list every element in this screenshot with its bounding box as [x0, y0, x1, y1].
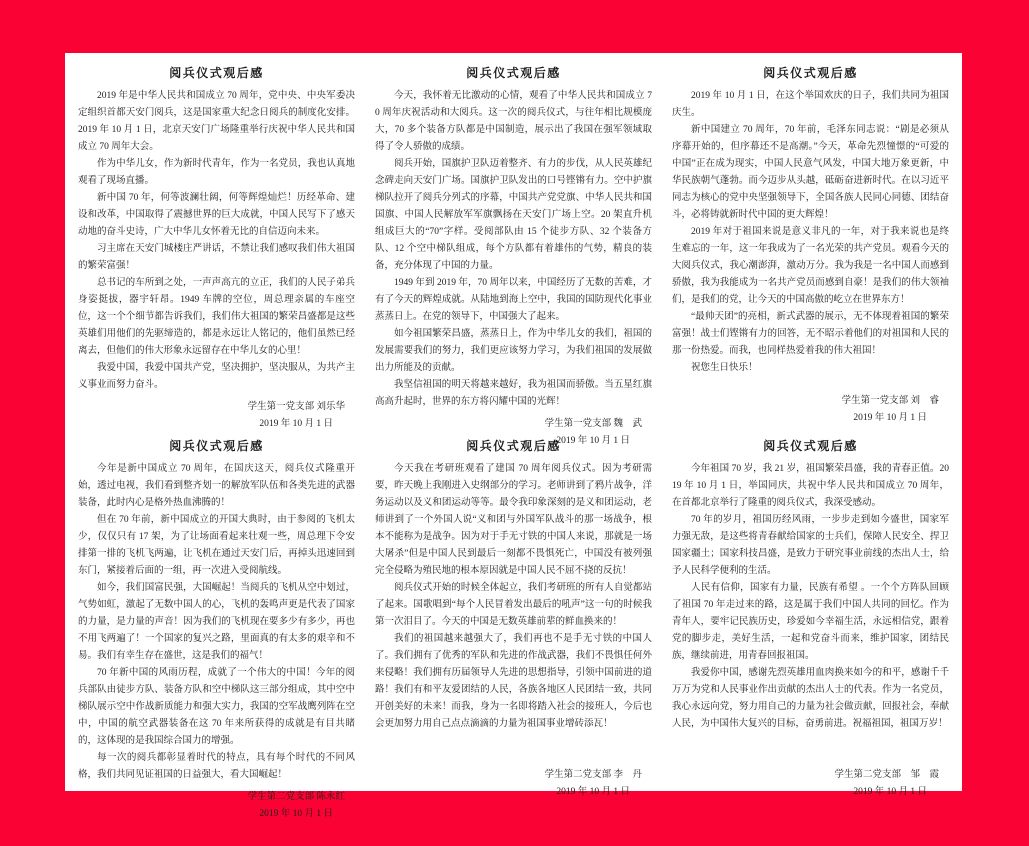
essay-paragraph: 习主席在天安门城楼庄严讲话，不禁让我们感叹我们伟大祖国的繁荣富强！: [78, 244, 355, 271]
essay-signature: 学生第一党支部 刘乐华: [247, 402, 345, 412]
essay-paragraph: 如今，我们国富民强，大国崛起！当阅兵的飞机从空中划过，气势如虹，激起了无数中国人的心，飞机的轰鸣声更是代表了国家的力量，是力量的声音！因为我们的飞机现在要多少有多少，再也不用飞两遍了！一个国家的复兴之路，里面真的有太多的艰辛和不易。我们有幸生存在盛世，这是我们的福气！: [78, 583, 355, 661]
paper-sheet: [65, 53, 962, 819]
essay-title: 阅兵仪式观后感: [763, 66, 858, 80]
essay-paragraph: 人民有信仰，国家有力量，民族有希望 。一个个方阵队回顾了祖国 70 年走过来的路，这是属于我们中国人共同的回忆。作为青年人，要牢记民族历史，珍爱如今幸福生活，永远相信党，跟着党的脚步走，美好生活，一起和党奋斗而来，维护国家，团结民族，继续前进，用青春回报祖国。: [672, 583, 949, 661]
essay-date: 2019 年 10 月 1 日: [556, 436, 630, 446]
essay-title: 阅兵仪式观后感: [763, 439, 858, 453]
essay-signature: 学生第一党支部 魏 武: [544, 419, 642, 429]
signature-block: [672, 393, 949, 427]
essay-paragraph: 我们的祖国越来越强大了，我们再也不是手无寸铁的中国人了。我们拥有了优秀的军队和先进的作战武器，我们不畏惧任何外来侵略！我们拥有历届领导人先进的思想指导，引领中国前进的道路！我们有和平友爱团结的人民，各族各地区人民团结一致，共同开创美好的未来！而我，身为一名即将踏入社会的接班人，今后也会更加努力用自己点点滴滴的力量为祖国事业增砖添瓦！: [375, 634, 652, 729]
essay-paragraph: 阅兵仪式开始的时候全体起立，我们考研班的所有人自觉都站了起来。国歌唱到“每个人民冒着发出最后的吼声”这一句的时候我第一次泪目了。今天的中国是无数英雄前辈的鲜血换来的！: [375, 583, 652, 627]
essay-block-5: [372, 431, 655, 823]
essay-paragraph: 我坚信祖国的明天将越来越好，我为祖国而骄傲。当五星红旗高高升起时，世界的东方将闪耀中国的光辉！: [375, 380, 652, 407]
essay-paragraph: 2019 年是中华人民共和国成立 70 周年，党中央、中央军委决定组织首都天安门阅兵，这是国家重大纪念日阅兵的制度化安排。2019 年 10 月 1 日，北京天安门广场隆重举行庆祝中华人民共和国成立 70 周年大会。: [78, 91, 355, 152]
essay-paragraph: 2019 年 10 月 1 日，在这个举国欢庆的日子，我们共同为祖国庆生。: [672, 91, 949, 118]
essay-date: 2019 年 10 月 1 日: [853, 413, 927, 423]
essay-paragraph: 70 年新中国的风雨历程，成就了一个伟大的中国！今年的阅兵部队由徒步方队、装备方队和空中梯队这三部分组成，其中空中梯队展示空中作战新质能力和强大实力，我国的空军战鹰列阵在空中，中国的航空武器装备在这 70 年来所获得的成就是有目共睹的，这体现的是我国综合国力的增强。: [78, 668, 355, 746]
essay-signature: 学生第二党支部 陈永红: [247, 792, 345, 802]
essay-body: [78, 88, 355, 394]
essay-date: 2019 年 10 月 1 日: [259, 809, 333, 819]
essay-paragraph: 今天我在考研班观看了建国 70 周年阅兵仪式。因为考研需要，昨天晚上我刚进入史纲部分的学习。老师讲到了鸦片战争，洋务运动以及义和团运动等等。最令我印象深刻的是义和团运动，老师讲到了一个外国人说“义和团与外国军队战斗的那一场战争，根本不能称为是战争。因为对于手无寸铁的中国人来说，那就是一场大屠杀”但是中国人民到最后一刻都不畏惧死亡，中国没有被列强完全侵略为殖民地的根本原因就是中国人民不屈不挠的反抗！: [375, 464, 652, 576]
essay-signature: 学生第二党支部 邹 霞: [834, 770, 939, 780]
essay-paragraph: 每一次的阅兵都彰显着时代的特点，具有每个时代的不同风格，我们共同见证祖国的日益强大，看大国崛起！: [78, 753, 355, 780]
essay-signature: 学生第二党支部 李 丹: [544, 770, 642, 780]
essay-body: [375, 88, 652, 411]
essay-grid: [75, 58, 952, 819]
essay-paragraph: 总书记的车所到之处，一声声高亢的立正，我们的人民子弟兵身姿挺拔，器宇轩昂。1949 车牌的空位，周总理亲属的车座空位，这一个个细节都告诉我们，我们伟大祖国的繁荣昌盛都是这些英雄们用他们的先驱缔造的，都是永远让人铭记的，他们虽然已经离去，但他们的伟大形象永远留存在中华儿女的心里！: [78, 278, 355, 356]
essay-title: 阅兵仪式观后感: [466, 66, 561, 80]
essay-paragraph: 今天，我怀着无比激动的心情，观看了中华人民共和国成立 70 周年庆祝活动和大阅兵。这一次的阅兵仪式，与往年相比规模庞大，70 多个装备方队都是中国制造，展示出了我国在强军领域取得了令人骄傲的成绩。: [375, 91, 652, 152]
essay-paragraph: 我爱中国，我爱中国共产党，坚决拥护，坚决服从，为共产主义事业而努力奋斗。: [78, 363, 355, 390]
essay-paragraph: 新中国 70 年，何等波澜壮阔，何等辉煌灿烂！历经革命、建设和改革，中国取得了震撼世界的巨大成就，中国人民写下了感天动地的奋斗史诗，广大中华儿女怀着无比的自信迈向未来。: [78, 193, 355, 237]
essay-paragraph: 1949 年到 2019 年，70 周年以来，中国经历了无数的苦难，才有了今天的辉煌成就。从陆地到海上空中，我国的国防现代化事业蒸蒸日上。在党的领导下，中国强大了起来。: [375, 278, 652, 322]
signature-block: [78, 399, 355, 433]
essay-paragraph: 如今祖国繁荣昌盛，蒸蒸日上，作为中华儿女的我们，祖国的发展需要我们的努力，我们更应该努力学习，为我们祖国的发展做出力所能及的贡献。: [375, 329, 652, 373]
essay-title: 阅兵仪式观后感: [466, 439, 561, 453]
essay-paragraph: 今年是新中国成立 70 周年，在国庆这天，阅兵仪式隆重开始，透过电视，我们看到整齐划一的解放军队伍和各类先进的武器装备，此时内心是格外热血沸腾的！: [78, 464, 355, 508]
essay-signature: 学生第一党支部 刘 睿: [841, 396, 939, 406]
essay-paragraph: 新中国建立 70 周年，70 年前，毛泽东同志说：“剧是必须从序幕开始的，但序幕还不是高潮。”今天，革命先烈憧憬的“可爱的中国”正在成为现实，中国人民意气风发，中国大地万象更新，中华民族朝气蓬勃。而今迈步从头越，砥砺奋进新时代。在以习近平同志为核心的党中央坚强领导下，全国各族人民同心同德、团结奋斗，必将铸就新时代中国的更大辉煌！: [672, 125, 949, 220]
essay-title: 阅兵仪式观后感: [169, 66, 264, 80]
essay-title: 阅兵仪式观后感: [169, 439, 264, 453]
essay-paragraph: 我爱你中国，感谢先烈英雄用血肉换来如今的和平，感谢千千万万为党和人民事业作出贡献的杰出人士的代表。作为一名党员，我心永远向党，努力用自己的力量为社会做贡献，回报社会，奉献人民，为中国伟大复兴的目标，奋勇前进。祝福祖国，祖国万岁！: [672, 668, 949, 729]
essay-block-4: [75, 431, 358, 823]
essay-body: [672, 461, 949, 733]
essay-date: 2019 年 10 月 1 日: [853, 787, 927, 797]
essay-block-6: [669, 431, 952, 823]
essay-date: 2019 年 10 月 1 日: [556, 787, 630, 797]
essay-block-2: [372, 58, 655, 446]
essay-paragraph: 作为中华儿女，作为新时代青年，作为一名党员，我也认真地观看了现场直播。: [78, 159, 355, 186]
signature-block: [672, 767, 949, 801]
signature-block: [78, 789, 355, 823]
essay-paragraph: 2019 年对于祖国来说是意义非凡的一年，对于我来说也是终生难忘的一年，这一年我成为了一名光荣的共产党员。观看今天的大阅兵仪式，我心潮澎湃，激动万分。我为我是一名中国人而感到骄傲，我为我能成为一名共产党员而感到自豪！是我们的伟大领袖们，是我们的党，让今天的中国高傲的屹立在世界东方！: [672, 227, 949, 305]
essay-paragraph: “最帅天团”的亮相，新式武器的展示，无不体现着祖国的繁荣富强！战士们铿锵有力的回答，无不昭示着他们的对祖国和人民的那一份热爱。而我，也同样热爱着我的伟大祖国！: [672, 312, 949, 356]
essay-paragraph: 70 年的岁月，祖国历经风雨，一步步走到如今盛世，国家军力强无敌，是这些将青春献给国家的士兵们，保障人民安全、捍卫国家疆土；国家科技昌盛，是致力于研究事业前线的杰出人士，给予人民科学便利的生活。: [672, 515, 949, 576]
essay-paragraph: 今年祖国 70 岁，我 21 岁，祖国繁荣昌盛，我的青春正值。2019 年 10 月 1 日，举国同庆，共祝中华人民共和国成立 70 周年，在首都北京举行了隆重的阅兵仪式，我深受感动。: [672, 464, 949, 508]
essay-body: [672, 88, 949, 377]
essay-paragraph: 阅兵开始，国旗护卫队迈着整齐、有力的步伐，从人民英雄纪念碑走向天安门广场。国旗护卫队发出的口号铿锵有力。空中护旗梯队拉开了阅兵分列式的序幕，中国共产党党旗、中华人民共和国国旗、中国人民解放军军旗飘扬在天安门广场上空。20 架直升机组成巨大的“70”字样。受阅部队由 15 个徒步方队、32 个装备方队、12 个空中梯队组成，每个方队都有着雄伟的气势，精良的装备，充分体现了中国的力量。: [375, 159, 652, 271]
essay-body: [78, 461, 355, 784]
essay-paragraph: 祝您生日快乐！: [691, 363, 758, 373]
essay-body: [375, 461, 652, 733]
signature-block: [375, 767, 652, 801]
essay-block-3: [669, 58, 952, 431]
essay-date: 2019 年 10 月 1 日: [259, 419, 333, 429]
essay-paragraph: 但在 70 年前，新中国成立的开国大典时，由于参阅的飞机太少，仅仅只有 17 架，为了让场面看起来壮观一些，周总理下令安排第一排的飞机飞两遍，让飞机在通过天安门后，再掉头迅速回到东门，紧接着后面的一组，再一次进入受阅航线。: [78, 515, 355, 576]
essay-block-1: [75, 58, 358, 431]
